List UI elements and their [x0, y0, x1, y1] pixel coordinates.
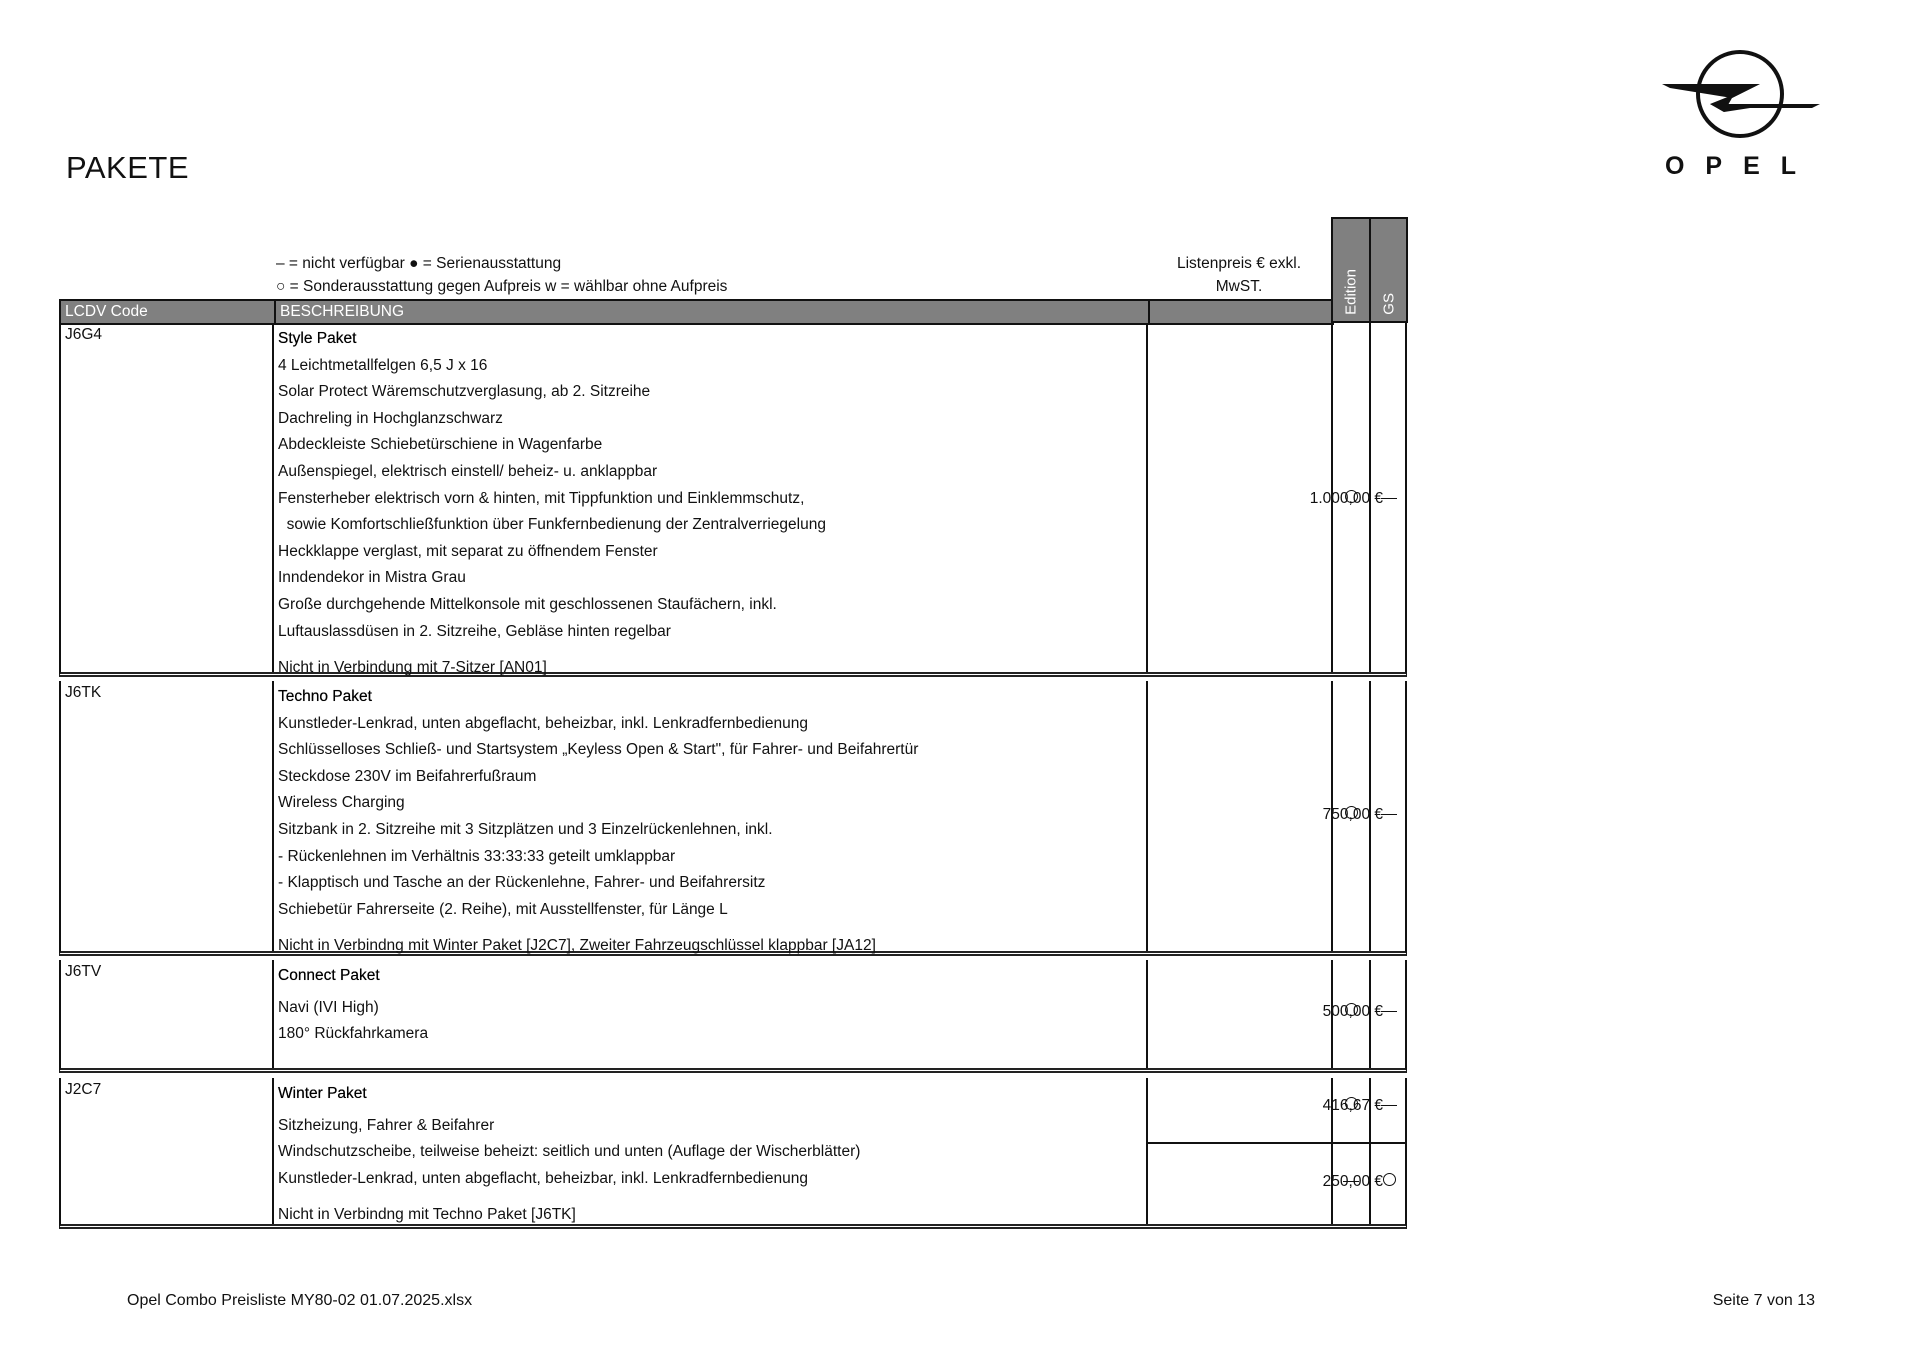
legend-line-2: ○ = Sonderausstattung gegen Aufpreis w = wählbar ohne Aufpreis [276, 278, 728, 295]
availability-edition [1333, 490, 1369, 508]
availability-gs [1371, 806, 1407, 824]
header-gs [1369, 217, 1408, 323]
availability-edition [1333, 1097, 1369, 1115]
list-price: 1.000,00 € [1309, 490, 1383, 507]
price-header [1146, 252, 1332, 298]
header-gs-label: GS [1380, 293, 1397, 315]
opel-logo [1660, 48, 1822, 184]
feature-line: Außenspiegel, elektrisch einstell/ beheiz- u. anklappbar [278, 462, 658, 480]
package-note: Nicht in Verbindng mit Techno Paket [J6TK] [278, 1206, 576, 1224]
table-row [59, 1078, 1407, 1229]
price-header-line-1: Listenpreis € exkl. [1176, 255, 1302, 272]
column-divider [272, 681, 274, 951]
feature-line: - Rückenlehnen im Verhältnis 33:33:33 geteilt umklappbar [278, 847, 676, 865]
optional-circle-icon [1345, 490, 1358, 503]
optional-circle-icon [1345, 1003, 1358, 1016]
package-description [278, 1081, 860, 1229]
availability-gs [1371, 1003, 1407, 1021]
feature-line: Abdeckleiste Schiebetürschiene in Wagenfarbe [278, 436, 603, 454]
header-lcdv-code: LCDV Code [65, 303, 148, 320]
list-price: 250,00 € [1322, 1173, 1383, 1190]
header-edition [1331, 217, 1371, 323]
package-description [278, 963, 428, 1048]
footer-page-number: Seite 7 von 13 [1712, 1292, 1815, 1309]
footer-filename: Opel Combo Preisliste MY80-02 01.07.2025.xlsx [127, 1292, 473, 1309]
feature-line: 180° Rückfahrkamera [278, 1025, 429, 1043]
lcdv-code: J2C7 [65, 1081, 102, 1098]
feature-line: sowie Komfortschließfunktion über Funkfernbedienung der Zentralverriegelung [278, 516, 826, 534]
lcdv-code: J6TK [65, 684, 102, 701]
package-note: Nicht in Verbindung mit 7-Sitzer [AN01] [278, 659, 547, 677]
optional-circle-icon [1345, 806, 1358, 819]
feature-line: Wireless Charging [278, 794, 405, 812]
list-price: 500,00 € [1322, 1003, 1383, 1020]
package-note: Nicht in Verbindng mit Winter Paket [J2C7], Zweiter Fahrzeugschlüssel klappbar [JA12] [278, 937, 876, 955]
feature-line: Schlüsselloses Schließ- und Startsystem „Keyless Open & Start", für Fahrer- und Beifahrertür [278, 741, 919, 759]
price-header-line-2: MwST. [1215, 278, 1263, 295]
table-row [59, 323, 1407, 677]
feature-line: Windschutzscheibe, teilweise beheizt: seitlich und unten (Auflage der Wischerblätter) [278, 1143, 861, 1161]
feature-line: 4 Leichtmetallfelgen 6,5 J x 16 [278, 356, 488, 374]
package-title: Style Paket [278, 330, 357, 347]
table-header [59, 299, 1334, 325]
optional-circle-icon [1383, 1173, 1396, 1186]
availability-edition [1333, 1173, 1369, 1191]
column-divider [272, 1078, 274, 1224]
not-available-dash-icon [1381, 1011, 1397, 1012]
list-price: 750,00 € [1322, 806, 1383, 823]
header-description: BESCHREIBUNG [274, 301, 1148, 323]
legend [276, 252, 727, 298]
column-divider [272, 960, 274, 1068]
lcdv-code: J6TV [65, 963, 102, 980]
optional-circle-icon [1345, 1097, 1358, 1110]
feature-line: Heckklappe verglast, mit separat zu öffnendem Fenster [278, 542, 658, 560]
package-description [278, 326, 826, 682]
feature-line: Große durchgehende Mittelkonsole mit geschlossenen Staufächern, inkl. [278, 595, 777, 613]
not-available-dash-icon [1343, 1181, 1359, 1182]
feature-line: - Klapptisch und Tasche an der Rückenlehne, Fahrer- und Beifahrersitz [278, 874, 766, 892]
column-divider [272, 323, 274, 672]
feature-line: Inndendekor in Mistra Grau [278, 569, 466, 587]
feature-line: Luftauslassdüsen in 2. Sitzreihe, Gebläse hinten regelbar [278, 622, 671, 640]
package-title: Winter Paket [278, 1085, 367, 1102]
feature-line: Navi (IVI High) [278, 998, 379, 1016]
lcdv-code: J6G4 [65, 326, 103, 343]
package-title: Connect Paket [278, 967, 380, 984]
availability-gs [1371, 1097, 1407, 1115]
feature-line: Kunstleder-Lenkrad, unten abgeflacht, beheizbar, inkl. Lenkradfernbedienung [278, 1169, 808, 1187]
feature-line: Sitzheizung, Fahrer & Beifahrer [278, 1116, 495, 1134]
availability-gs [1371, 1173, 1407, 1191]
page-title: PAKETE [66, 150, 190, 185]
not-available-dash-icon [1381, 498, 1397, 499]
feature-line: Kunstleder-Lenkrad, unten abgeflacht, beheizbar, inkl. Lenkradfernbedienung [278, 714, 808, 732]
header-edition-label: Edition [1342, 269, 1360, 315]
feature-line: Steckdose 230V im Beifahrerfußraum [278, 767, 537, 785]
feature-line: Fensterheber elektrisch vorn & hinten, mit Tippfunktion und Einklemmschutz, [278, 489, 805, 507]
table-row [59, 960, 1407, 1073]
feature-line: Dachreling in Hochglanzschwarz [278, 409, 503, 427]
not-available-dash-icon [1381, 1105, 1397, 1106]
feature-line: Schiebetür Fahrerseite (2. Reihe), mit Ausstellfenster, für Länge L [278, 900, 728, 918]
package-description [278, 684, 918, 960]
list-price: 416,67 € [1322, 1097, 1383, 1114]
svg-text:OPEL: OPEL [1664, 152, 1818, 180]
availability-edition [1333, 1003, 1369, 1021]
price-split-line [1148, 1142, 1407, 1144]
not-available-dash-icon [1381, 814, 1397, 815]
availability-gs [1371, 490, 1407, 508]
feature-line: Solar Protect Wäremschutzverglasung, ab 2. Sitzreihe [278, 383, 651, 401]
legend-line-1: – = nicht verfügbar ● = Serienausstattung [276, 255, 562, 272]
table-row [59, 681, 1407, 956]
availability-edition [1333, 806, 1369, 824]
package-title: Techno Paket [278, 688, 372, 705]
feature-line: Sitzbank in 2. Sitzreihe mit 3 Sitzplätzen und 3 Einzelrückenlehnen, inkl. [278, 820, 773, 838]
header-price [1148, 301, 1334, 323]
